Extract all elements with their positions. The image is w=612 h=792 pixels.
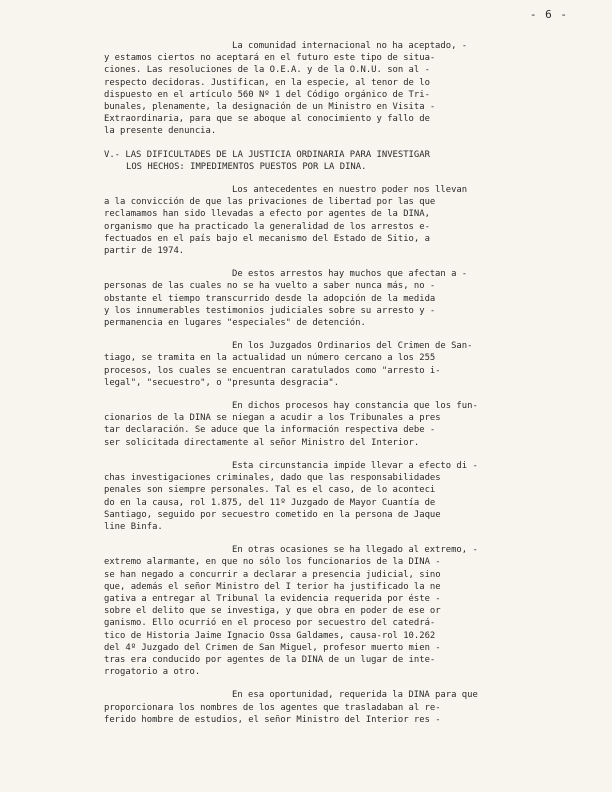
text-line: ciones. Las resoluciones de la O.E.A. y de la O.N.U. son al - [104,65,430,76]
text-line: ganismo. Ello ocurrió en el proceso por secuestro del catedrá- [104,618,436,629]
text-line: tar declaración. Se aduce que la información respectiva debe - [104,425,436,436]
text-line: procesos, los cuales se encuentran caratulados como "arresto i- [104,365,441,376]
text-line: ser solicitada directamente al señor Ministro del Interior. [104,437,420,448]
text-line: obstante el tiempo transcurrido desde la adopción de la medida [104,293,436,304]
text-line: LOS HECHOS: IMPEDIMENTOS PUESTOS POR LA DINA. [126,161,367,172]
text-line: De estos arrestos hay muchos que afectan a - [232,269,468,280]
text-line: y estamos ciertos no aceptará en el futuro este tipo de situa- [104,53,436,64]
text-line: legal", "secuestro", o "presunta desgracia". [104,377,340,388]
paragraph [104,184,572,257]
paragraph [104,400,572,449]
text-line: ferido hombre de estudios, el señor Ministro del Interior res - [104,714,441,725]
text-line: que, además el señor Ministro del I terior ha justificado la ne [104,581,441,592]
text-line: cionarios de la DINA se niegan a acudir a los Tribunales a pres [104,413,441,424]
text-line: y los innumerables testimonios judiciales sobre su arresto y - [104,305,436,316]
text-line: bunales, plenamente, la designación de un Ministro en Visita - [104,102,436,113]
paragraph [104,689,572,726]
text-line: tiago, se tramita en la actualidad un número cercano a los 255 [104,353,436,364]
text-line: reclamamos han sido llevadas a efecto por agentes de la DINA, [104,209,430,220]
text-line: personas de las cuales no se ha vuelto a saber nunca más, no - [104,281,436,292]
text-line: Extraordinaria, para que se aboque al conocimiento y fallo de [104,114,430,125]
text-line: penales son siempre personales. Tal es el caso, de lo aconteci [104,485,436,496]
text-line: V.- LAS DIFICULTADES DE LA JUSTICIA ORDINARIA PARA INVESTIGAR [104,149,430,160]
text-line: En esa oportunidad, requerida la DINA para que [232,690,478,701]
page-number: - 6 - [529,8,568,21]
text-line: a la convicción de que las privaciones de libertad por las que [104,197,436,208]
text-line: extremo alarmante, en que no sólo los funcionarios de la DINA - [104,557,441,568]
text-line: del 4º Juzgado del Crimen de San Miguel, profesor muerto mien - [104,642,441,653]
paragraph [104,340,572,389]
text-line: permanencia en lugares "especiales" de detención. [104,318,366,329]
text-line: La comunidad internacional no ha aceptado, - [232,41,468,51]
text-line: Los antecedentes en nuestro poder nos llevan [232,185,468,196]
text-line: line Binfa. [104,521,163,532]
text-line: chas investigaciones criminales, dado que las responsabilidades [104,473,441,484]
text-line: partir de 1974. [104,246,185,257]
text-line: Santiago, seguido por secuestro cometido en la persona de Jaque [104,509,441,520]
text-line: En los Juzgados Ordinarios del Crimen de San- [232,341,473,352]
text-line: se han negado a concurrir a declarar a presencia judicial, sino [104,569,441,580]
document-body [104,40,572,737]
text-line: fectuados en el país bajo el mecanismo del Estado de Sitio, a [104,233,430,244]
paragraph [104,268,572,329]
text-line: do en la causa, rol 1.875, del 11º Juzgado de Mayor Cuantía de [104,497,436,508]
text-line: tico de Historia Jaime Ignacio Ossa Galdames, causa-rol 10.262 [104,630,436,641]
paragraph [104,40,572,138]
text-line: dispuesto en el artículo 560 Nº 1 del Código orgánico de Tri- [104,89,430,100]
text-line: rrogatorio a otro. [104,667,201,678]
text-line: sobre el delito que se investiga, y que obra en poder de ese or [104,606,441,617]
section-heading [104,149,572,173]
text-line: respecto decidoras. Justifican, en la especie, al tenor de lo [104,77,430,88]
text-line: la presente denuncia. [104,126,217,137]
text-line: En otras ocasiones se ha llegado al extremo, - [232,545,478,556]
text-line: proporcionara los nombres de los agentes que trasladaban al re- [104,702,441,713]
text-line: organismo que ha practicado la generalidad de los arrestos e- [104,221,430,232]
text-line: Esta circunstancia impide llevar a efecto di - [232,460,478,471]
text-line: gativa a entregar al Tribunal la evidencia requerida por éste - [104,593,441,604]
paragraph [104,460,572,533]
text-line: tras era conducido por agentes de la DINA de un lugar de inte- [104,654,436,665]
text-line: En dichos procesos hay constancia que los fun- [232,401,478,412]
paragraph [104,544,572,678]
